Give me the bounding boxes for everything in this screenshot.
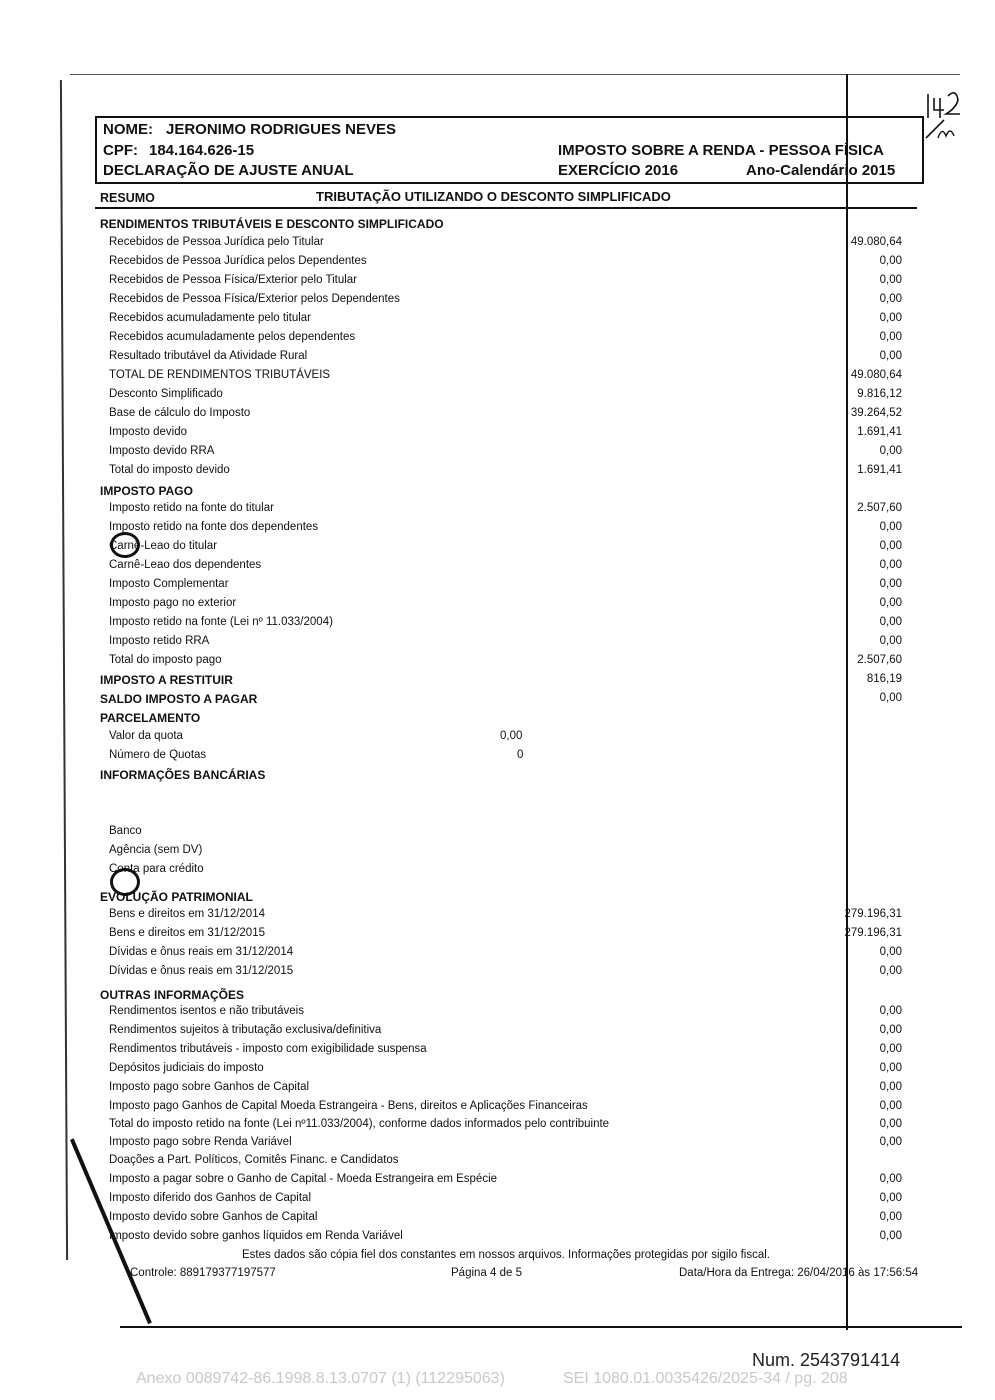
exercicio: EXERCÍCIO 2016 xyxy=(558,162,679,179)
row-value: 0,00 xyxy=(879,1192,902,1204)
resumo-label: RESUMO xyxy=(100,191,155,205)
row-label: Recebidos acumuladamente pelos dependentes xyxy=(109,331,356,343)
row-value: 2.507,60 xyxy=(857,654,902,666)
numero-quotas-label: Número de Quotas xyxy=(109,749,207,761)
valor-quota-value: 0,00 xyxy=(500,730,523,742)
numero-quotas-value: 0 xyxy=(517,749,524,761)
row-label: Recebidos de Pessoa Jurídica pelos Dependentes xyxy=(109,255,367,267)
row-label: Imposto retido na fonte do titular xyxy=(109,502,274,514)
row-label: Bens e direitos em 31/12/2014 xyxy=(109,908,265,920)
cpf-value: 184.164.626-15 xyxy=(149,142,255,159)
row-label: Doações a Part. Políticos, Comitês Financ. e Candidatos xyxy=(109,1154,399,1166)
row-label: Recebidos de Pessoa Jurídica pelo Titular xyxy=(109,236,324,248)
row-value: 0,00 xyxy=(879,965,902,977)
row-value: 279.196,31 xyxy=(844,908,902,920)
row-value: 0,00 xyxy=(879,1100,902,1112)
ano-calendario: Ano-Calendário 2015 xyxy=(746,162,896,179)
row-label: TOTAL DE RENDIMENTOS TRIBUTÁVEIS xyxy=(109,369,331,381)
right-vertical-rule xyxy=(846,74,848,1330)
row-value: 0,00 xyxy=(879,1136,902,1148)
row-label: Resultado tributável da Atividade Rural xyxy=(109,350,308,362)
row-label: Total do imposto retido na fonte (Lei nº11.033/2004), conforme dados informados pelo contribuinte xyxy=(109,1118,610,1130)
banco-label: Banco xyxy=(109,825,142,837)
row-value: 0,00 xyxy=(879,1005,902,1017)
tributo-title: IMPOSTO SOBRE A RENDA - PESSOA FÍSICA xyxy=(558,142,884,159)
row-value: 0,00 xyxy=(879,1043,902,1055)
row-value: 0,00 xyxy=(879,1230,902,1242)
row-value: 39.264,52 xyxy=(850,407,902,419)
row-label: Imposto devido sobre Ganhos de Capital xyxy=(109,1211,318,1223)
row-value: 0,00 xyxy=(879,255,902,267)
section-rendimentos: RENDIMENTOS TRIBUTÁVEIS E DESCONTO SIMPLIFICADO xyxy=(100,217,444,231)
sei-watermark: SEI 1080.01.0035426/2025-34 / pg. 208 xyxy=(563,1370,848,1387)
row-label: Bens e direitos em 31/12/2015 xyxy=(109,927,265,939)
row-value: 0,00 xyxy=(879,1118,902,1130)
top-scan-line xyxy=(70,74,960,75)
row-value: 0,00 xyxy=(879,559,902,571)
handwritten-annotation xyxy=(920,86,970,146)
row-value: 0,00 xyxy=(879,597,902,609)
resumo-title: TRIBUTAÇÃO UTILIZANDO O DESCONTO SIMPLIFICADO xyxy=(316,189,671,204)
agencia-label: Agência (sem DV) xyxy=(109,844,203,856)
row-label: Total do imposto devido xyxy=(109,464,230,476)
row-label: Imposto diferido dos Ganhos de Capital xyxy=(109,1192,312,1204)
row-value: 2.507,60 xyxy=(857,502,902,514)
contribuinte-nome: JERONIMO RODRIGUES NEVES xyxy=(166,121,397,138)
section-parcelamento: PARCELAMENTO xyxy=(100,711,201,725)
row-label: Recebidos acumuladamente pelo titular xyxy=(109,312,312,324)
row-value: 9.816,12 xyxy=(857,388,902,400)
row-value: 0,00 xyxy=(879,274,902,286)
row-value: 0,00 xyxy=(879,350,902,362)
row-label: Imposto retido na fonte dos dependentes xyxy=(109,521,319,533)
row-value: 49.080,64 xyxy=(850,369,902,381)
footer-entrega: Data/Hora da Entrega: 26/04/2016 às 17:56:54 xyxy=(679,1267,919,1279)
row-label: Imposto pago Ganhos de Capital Moeda Estrangeira - Bens, direitos e Aplicações Financeiras xyxy=(109,1100,588,1112)
row-value: 49.080,64 xyxy=(850,236,902,248)
row-label: Imposto devido xyxy=(109,426,187,438)
row-label: Recebidos de Pessoa Física/Exterior pelos Dependentes xyxy=(109,293,400,305)
row-label: Base de cálculo do Imposto xyxy=(109,407,251,419)
row-value: 0,00 xyxy=(879,521,902,533)
row-label: Imposto pago no exterior xyxy=(109,597,237,609)
row-value: 0,00 xyxy=(879,1024,902,1036)
bottom-rule xyxy=(120,1326,962,1328)
row-value: 0,00 xyxy=(879,331,902,343)
cpf-label: CPF: xyxy=(103,142,138,159)
section-bancarias: INFORMAÇÕES BANCÁRIAS xyxy=(100,768,266,782)
footer-controle: Controle: 889179377197577 xyxy=(130,1267,276,1279)
row-value: 0,00 xyxy=(879,293,902,305)
row-value: 0,00 xyxy=(879,445,902,457)
saldo-pagar-value: 0,00 xyxy=(879,692,902,704)
row-label: Carnê-Leao do titular xyxy=(109,540,218,552)
row-value: 0,00 xyxy=(879,946,902,958)
row-value: 0,00 xyxy=(879,578,902,590)
conta-label: Conta para crédito xyxy=(109,863,204,875)
row-value: 0,00 xyxy=(879,616,902,628)
section-imposto-pago: IMPOSTO PAGO xyxy=(100,484,193,498)
row-value: 0,00 xyxy=(879,1062,902,1074)
valor-quota-label: Valor da quota xyxy=(109,730,183,742)
footer-notice: Estes dados são cópia fiel dos constantes em nossos arquivos. Informações protegidas por sigilo fiscal. xyxy=(242,1249,771,1261)
section-saldo-pagar: SALDO IMPOSTO A PAGAR xyxy=(100,692,258,706)
row-label: Imposto Complementar xyxy=(109,578,229,590)
row-value: 0,00 xyxy=(879,1081,902,1093)
row-label: Imposto devido sobre ganhos líquidos em Renda Variável xyxy=(109,1230,403,1242)
row-value: 0,00 xyxy=(879,312,902,324)
row-label: Dívidas e ônus reais em 31/12/2015 xyxy=(109,965,294,977)
row-label: Imposto retido na fonte (Lei nº 11.033/2004) xyxy=(109,616,333,628)
declaracao-title: DECLARAÇÃO DE AJUSTE ANUAL xyxy=(103,162,354,179)
imposto-restituir-value: 816,19 xyxy=(866,673,902,685)
row-label: Imposto pago sobre Renda Variável xyxy=(109,1136,292,1148)
row-label: Rendimentos sujeitos à tributação exclusiva/definitiva xyxy=(109,1024,382,1036)
row-label: Imposto devido RRA xyxy=(109,445,215,457)
row-value: 1.691,41 xyxy=(857,464,902,476)
resumo-rule xyxy=(95,207,917,209)
nome-label: NOME: xyxy=(103,121,153,138)
row-label: Carnê-Leao dos dependentes xyxy=(109,559,262,571)
punch-hole-mark xyxy=(110,532,140,558)
num-stamp: Num. 2543791414 xyxy=(752,1350,901,1370)
left-scan-line xyxy=(60,80,68,1260)
anexo-watermark: Anexo 0089742-86.1998.8.13.0707 (1) (112295063) xyxy=(136,1370,505,1387)
section-outras: OUTRAS INFORMAÇÕES xyxy=(100,988,244,1002)
row-value: 0,00 xyxy=(879,635,902,647)
section-evolucao: EVOLUÇÃO PATRIMONIAL xyxy=(100,890,253,904)
row-value: 0,00 xyxy=(879,1173,902,1185)
row-value: 1.691,41 xyxy=(857,426,902,438)
row-value: 0,00 xyxy=(879,1211,902,1223)
row-label: Rendimentos tributáveis - imposto com exigibilidade suspensa xyxy=(109,1043,427,1055)
row-label: Dívidas e ônus reais em 31/12/2014 xyxy=(109,946,294,958)
row-label: Recebidos de Pessoa Física/Exterior pelo Titular xyxy=(109,274,358,286)
section-imposto-restituir: IMPOSTO A RESTITUIR xyxy=(100,673,233,687)
footer-pagina: Página 4 de 5 xyxy=(451,1267,522,1279)
row-label: Imposto retido RRA xyxy=(109,635,210,647)
row-value: 279.196,31 xyxy=(844,927,902,939)
row-label: Imposto a pagar sobre o Ganho de Capital - Moeda Estrangeira em Espécie xyxy=(109,1173,498,1185)
row-label: Total do imposto pago xyxy=(109,654,222,666)
row-label: Imposto pago sobre Ganhos de Capital xyxy=(109,1081,310,1093)
row-label: Rendimentos isentos e não tributáveis xyxy=(109,1005,304,1017)
row-label: Desconto Simplificado xyxy=(109,388,223,400)
row-label: Depósitos judiciais do imposto xyxy=(109,1062,264,1074)
row-value: 0,00 xyxy=(879,540,902,552)
